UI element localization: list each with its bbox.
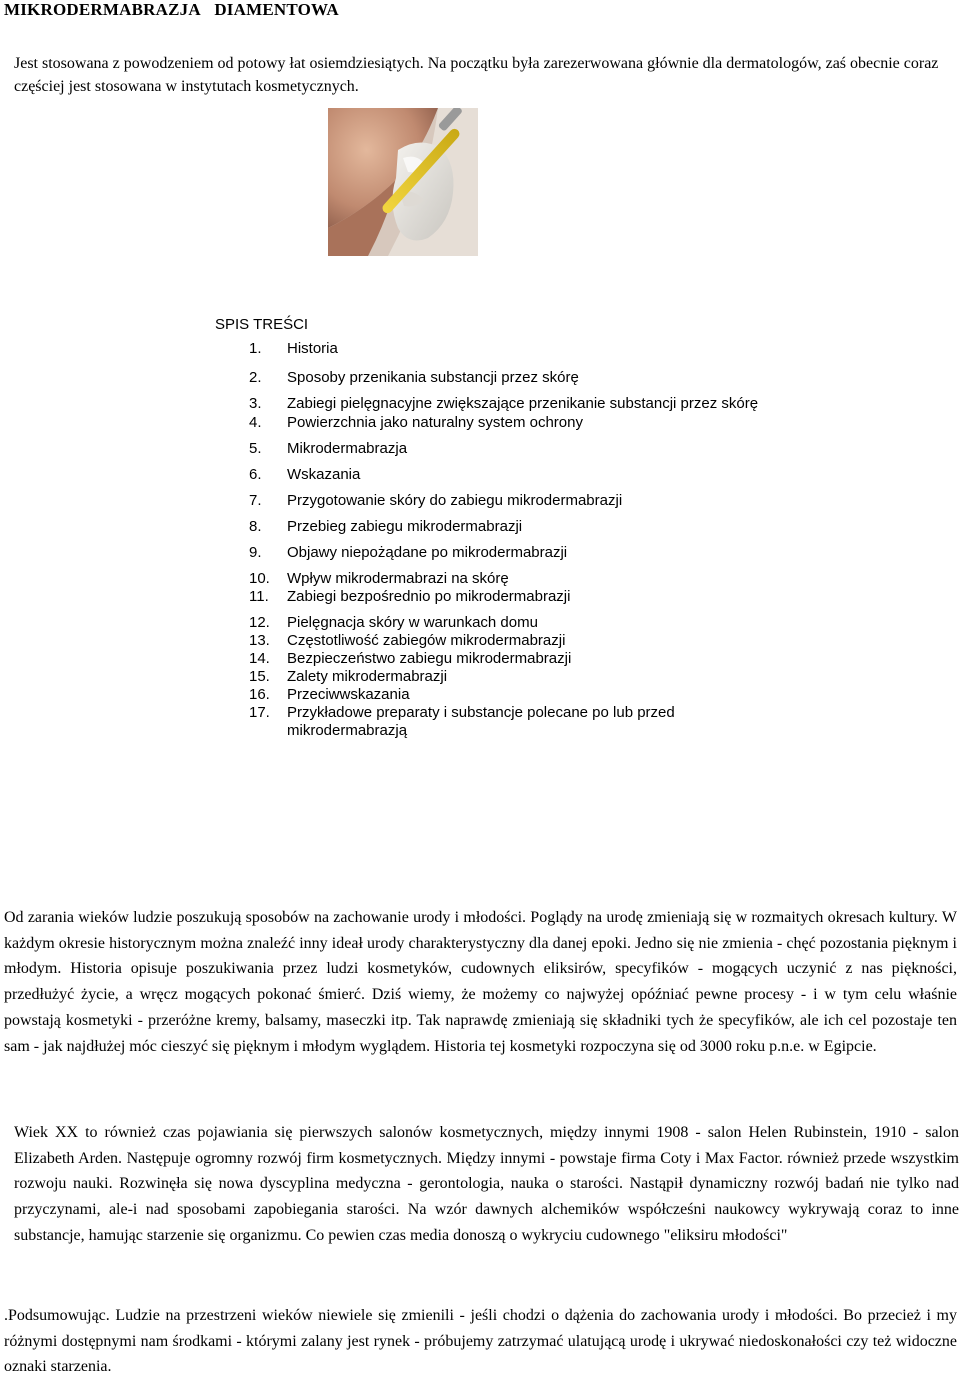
toc-text: Przygotowanie skóry do zabiegu mikrodermabrazji xyxy=(287,492,623,509)
toc-text: Powierzchnia jako naturalny system ochrony xyxy=(287,414,583,431)
toc-item xyxy=(249,704,789,740)
toc-text: Historia xyxy=(287,340,338,357)
toc-heading: SPIS TREŚCI xyxy=(215,316,309,333)
toc-text: Zabiegi bezpośrednio po mikrodermabrazji xyxy=(287,588,571,605)
toc-number: 11. xyxy=(249,588,269,605)
toc-item xyxy=(249,492,789,510)
toc-text: Zalety mikrodermabrazji xyxy=(287,668,448,685)
toc-text: Objawy niepożądane po mikrodermabrazji xyxy=(287,544,568,561)
treatment-photo xyxy=(328,108,478,256)
toc-number: 2. xyxy=(249,369,262,386)
paragraph-history: Od zarania wieków ludzie poszukują sposobów na zachowanie urody i młodości. Poglądy na urodę zmieniają się w rozmaitych okresach kultury. W każdym okresie historycznym można znaleźć inny ideał urody charakterystyczny dla danej epoki. Jedno się nie zmienia - chęć pozostania pięknym i młodym. Historia opisuje poszukiwania przez ludzi kosmetyków, cudownych eliksirów, specyfików - mogących uczynić z nas piękności, przedłużyć życie, a wręcz mogących pokonać śmierć. Dziś wiemy, że możemy co najwyżej opóźniać pewne procesy - i w tym celu właśnie powstają kosmetyki - przeróżne kremy, balsamy, maseczki itp. Tak naprawdę zmieniają się składniki tych że specyfików, ale ich cel pozostaje ten sam - jak najdłużej móc cieszyć się pięknym i młodym wyglądem. Historia tej kosmetyki rozpoczyna się od 3000 roku p.n.e. w Egipcie. xyxy=(4,909,957,1055)
toc-item xyxy=(249,588,789,606)
toc-number: 14. xyxy=(249,650,270,667)
toc-number: 16. xyxy=(249,686,270,703)
toc-item xyxy=(249,414,789,432)
toc-item xyxy=(249,340,789,358)
toc-text: Mikrodermabrazja xyxy=(287,440,408,457)
paragraph-20th-century: Wiek XX to również czas pojawiania się pierwszych salonów kosmetycznych, między innymi 1908 - salon Helen Rubinstein, 1910 - salon Elizabeth Arden. Następuje ogromny rozwój firm kosmetycznych. Między innymi - powstaje firma Coty i Max Factor. również przede wszystkim rozwoju nauki. Rozwinęła się nowa dyscyplina medyczna - gerontologia, nauka o starości. Nastąpił dynamiczny rozwój badań nie tylko nad przyczynami, ale-i nad sposobami zapobiegania starości. Na wzór dawnych alchemików współcześni naukowcy wykrywają coraz to inne substancje, hamując starzenie się organizmu. Co pewien czas media donoszą o wykryciu cudownego "eliksiru młodości" xyxy=(14,1124,959,1244)
toc-item xyxy=(249,668,789,686)
toc-item xyxy=(249,544,789,562)
toc-number: 4. xyxy=(249,414,262,431)
toc-item xyxy=(249,518,789,536)
toc-text: Pielęgnacja skóry w warunkach domu xyxy=(287,614,538,631)
toc-number: 8. xyxy=(249,518,262,535)
toc-text: Zabiegi pielęgnacyjne zwiększające przenikanie substancji przez skórę xyxy=(287,395,759,412)
toc-item xyxy=(249,440,789,458)
toc-number: 6. xyxy=(249,466,262,483)
toc-item xyxy=(249,369,789,387)
toc-number: 5. xyxy=(249,440,262,457)
toc-item xyxy=(249,650,789,668)
toc-number: 9. xyxy=(249,544,262,561)
toc-number: 12. xyxy=(249,614,270,631)
toc-number: 7. xyxy=(249,492,262,509)
toc-text: Sposoby przenikania substancji przez skórę xyxy=(287,369,579,386)
toc-number: 15. xyxy=(249,668,270,685)
toc-text: Przykładowe preparaty i substancje polecane po lub przed mikrodermabrazją xyxy=(287,704,675,739)
toc-item xyxy=(249,395,789,413)
toc-number: 3. xyxy=(249,395,262,412)
toc-number: 1. xyxy=(249,340,262,357)
toc-text: Wskazania xyxy=(287,466,361,483)
toc-item xyxy=(249,466,789,484)
toc-text: Przeciwwskazania xyxy=(287,686,410,703)
toc-item xyxy=(249,686,789,704)
toc-text: Przebieg zabiegu mikrodermabrazji xyxy=(287,518,523,535)
toc-item xyxy=(249,632,789,650)
toc-number: 10. xyxy=(249,570,270,587)
toc-item xyxy=(249,570,789,588)
table-of-contents xyxy=(249,340,789,740)
paragraph-summary: .Podsumowując. Ludzie na przestrzeni wieków niewiele się zmienili - jeśli chodzi o dążenia do zachowania urody i młodości. Bo przecież i my różnymi dostępnymi nam środkami - którymi zalany jest rynek - próbujemy zatrzymać ulatującą urodę i ukrywać niedoskonałości czy też widoczne oznaki starzenia. xyxy=(4,1307,957,1376)
toc-item xyxy=(249,614,789,632)
toc-number: 13. xyxy=(249,632,270,649)
intro-paragraph: Jest stosowana z powodzeniem od potowy łat osiemdziesiątych. Na początku była zarezerwowana głównie dla dermatologów, zaś obecnie coraz częściej jest stosowana w instytutach kosmetycznych. xyxy=(14,55,939,95)
toc-text: Bezpieczeństwo zabiegu mikrodermabrazji xyxy=(287,650,572,667)
toc-number: 17. xyxy=(249,704,270,721)
treatment-photo-illustration xyxy=(328,108,478,256)
toc-text: Częstotliwość zabiegów mikrodermabrazji xyxy=(287,632,566,649)
document-title: MIKRODERMABRAZJA DIAMENTOWA xyxy=(4,0,339,19)
toc-text: Wpływ mikrodermabrazi na skórę xyxy=(287,570,509,587)
